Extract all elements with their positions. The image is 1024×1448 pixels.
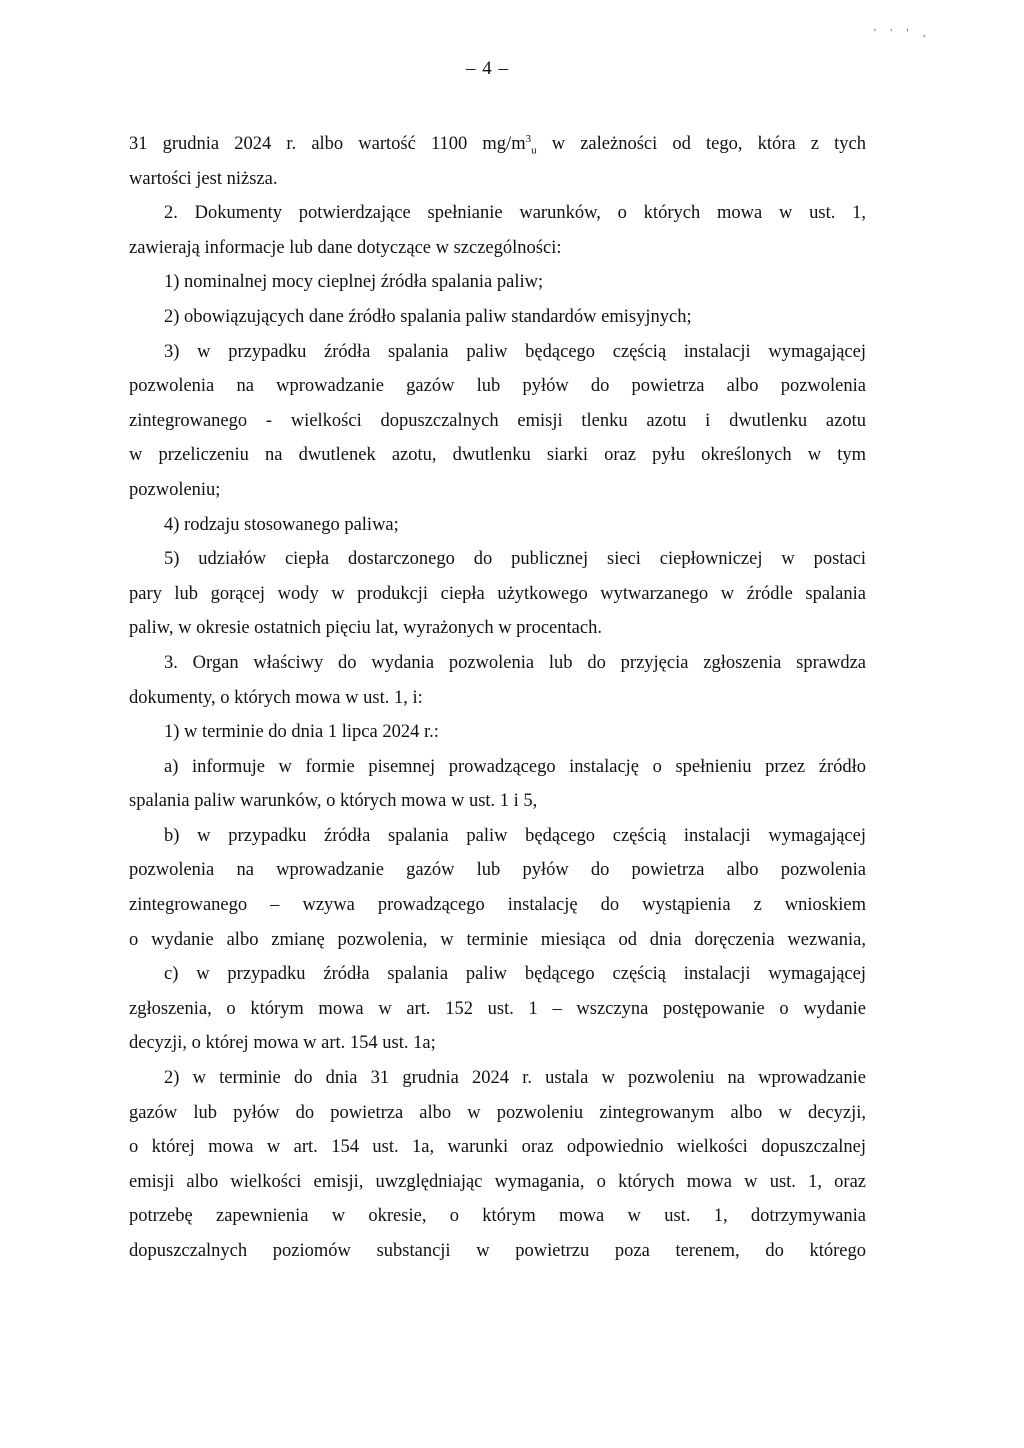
text-line: 2) obowiązujących dane źródło spalania paliw standardów emisyjnych; <box>164 306 692 327</box>
text-line: 1) nominalnej mocy cieplnej źródła spalania paliw; <box>164 272 544 293</box>
text-line: 2) w terminie do dnia 31 grudnia 2024 r. ustala w pozwoleniu na wprowadzanie <box>164 1068 866 1089</box>
text-line: pozwolenia na wprowadzanie gazów lub pyłów do powietrza albo pozwolenia <box>129 860 866 881</box>
text-line: pary lub gorącej wody w produkcji ciepła użytkowego wytwarzanego w źródle spalania <box>129 583 866 604</box>
text-line: emisji albo wielkości emisji, uwzględniając wymagania, o których mowa w ust. 1, oraz <box>129 1171 866 1192</box>
text-line: pozwolenia na wprowadzanie gazów lub pyłów do powietrza albo pozwolenia <box>129 376 866 397</box>
text-line: a) informuje w formie pisemnej prowadzącego instalację o spełnieniu przez źródło <box>164 756 866 777</box>
text-line: zintegrowanego - wielkości dopuszczalnych emisji tlenku azotu i dwutlenku azotu <box>129 410 866 431</box>
text-line: 31 grudnia 2024 r. albo wartość 1100 $mg/m^3_u$ w zależności od tego, która z tych <box>129 132 866 157</box>
text-line: dopuszczalnych poziomów substancji w powietrzu poza terenem, do którego <box>129 1241 866 1261</box>
text-line: c) w przypadku źródła spalania paliw będącego częścią instalacji wymagającej <box>164 964 866 985</box>
text-line: zawierają informacje lub dane dotyczące w szczególności: <box>129 237 562 258</box>
text-line: zintegrowanego – wzywa prowadzącego instalację do wystąpienia z wnioskiem <box>129 895 866 916</box>
text-line: o wydanie albo zmianę pozwolenia, w terminie miesiąca od dnia doręczenia wezwania, <box>129 929 866 950</box>
text-line: 1) w terminie do dnia 1 lipca 2024 r.: <box>164 722 439 743</box>
text-line: wartości jest niższa. <box>129 168 278 189</box>
text-line: potrzebę zapewnienia w okresie, o którym mowa w ust. 1, dotrzymywania <box>129 1206 866 1227</box>
page-number: – 4 – <box>466 58 509 79</box>
text-line: dokumenty, o których mowa w ust. 1, i: <box>129 687 423 708</box>
text-line: spalania paliw warunków, o których mowa w ust. 1 i 5, <box>129 791 538 812</box>
text-line: decyzji, o której mowa w art. 154 ust. 1a; <box>129 1033 436 1054</box>
text-line: b) w przypadku źródła spalania paliw będącego częścią instalacji wymagającej <box>164 825 866 846</box>
text-line: 5) udziałów ciepła dostarczonego do publicznej sieci ciepłowniczej w postaci <box>164 549 866 570</box>
text-line: gazów lub pyłów do powietrza albo w pozwoleniu zintegrowanym albo w decyzji, <box>129 1102 866 1123</box>
text-line: pozwoleniu; <box>129 479 221 500</box>
text-line: 4) rodzaju stosowanego paliwa; <box>164 514 399 535</box>
text-line: 3) w przypadku źródła spalania paliw będącego częścią instalacji wymagającej <box>164 341 866 362</box>
text-line: w przeliczeniu na dwutlenek azotu, dwutlenku siarki oraz pyłu określonych w tym <box>129 445 866 466</box>
text-line: 2. Dokumenty potwierdzające spełnianie warunków, o których mowa w ust. 1, <box>164 203 866 224</box>
text-line: o której mowa w art. 154 ust. 1a, warunki oraz odpowiednio wielkości dopuszczalnej <box>129 1137 866 1158</box>
text-line: 3. Organ właściwy do wydania pozwolenia lub do przyjęcia zgłoszenia sprawdza <box>164 652 866 673</box>
body-text <box>129 127 866 1269</box>
text-line: paliw, w okresie ostatnich pięciu lat, wyrażonych w procentach. <box>129 618 602 639</box>
text-line: zgłoszenia, o którym mowa w art. 152 ust. 1 – wszczyna postępowanie o wydanie <box>129 998 866 1019</box>
scan-artifact-marks: ' ' ' , <box>874 28 932 39</box>
